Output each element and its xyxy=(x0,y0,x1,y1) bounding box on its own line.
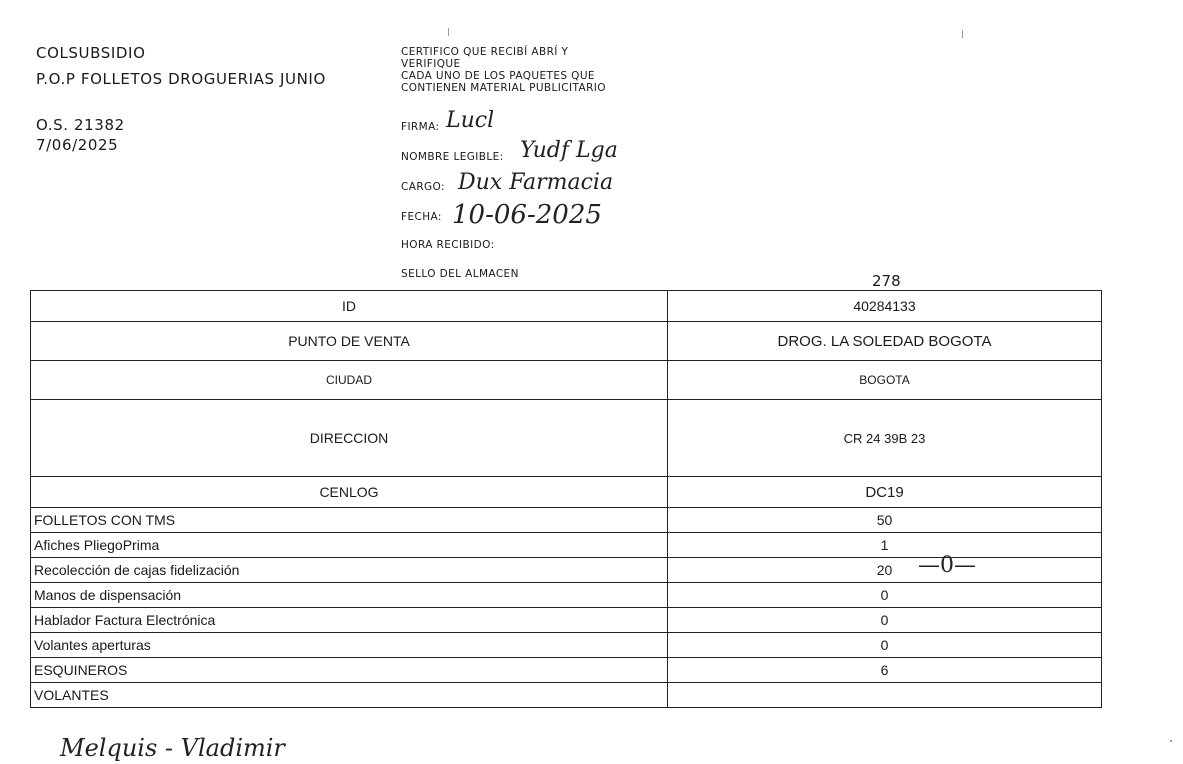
item-value: 50 xyxy=(668,508,1102,533)
table-row xyxy=(31,683,1102,708)
certificate-text xyxy=(401,46,606,94)
fecha-field xyxy=(401,211,442,223)
item-value: 0 xyxy=(668,608,1102,633)
table-row xyxy=(31,583,1102,608)
document-date: 7/06/2025 xyxy=(36,136,119,154)
table-row xyxy=(31,633,1102,658)
scan-speck xyxy=(1170,740,1172,742)
campaign-title: P.O.P FOLLETOS DROGUERIAS JUNIO xyxy=(36,70,326,88)
hora-label: HORA RECIBIDO: xyxy=(401,239,495,251)
firma-field xyxy=(401,121,439,133)
item-value: 1 xyxy=(668,533,1102,558)
id-label: ID xyxy=(31,291,668,322)
fecha-label: FECHA: xyxy=(401,211,442,223)
scan-speck xyxy=(448,28,449,36)
direccion-value: CR 24 39B 23 xyxy=(668,400,1102,477)
table-row xyxy=(31,291,1102,322)
direccion-label: DIRECCION xyxy=(31,400,668,477)
nombre-label: NOMBRE LEGIBLE: xyxy=(401,151,504,163)
fecha-handwriting: 10-06-2025 xyxy=(452,200,602,230)
cenlog-label: CENLOG xyxy=(31,477,668,508)
item-label: Afiches PliegoPrima xyxy=(31,533,668,558)
page-number: 278 xyxy=(872,272,901,290)
item-label: ESQUINEROS xyxy=(31,658,668,683)
table-row xyxy=(31,658,1102,683)
order-number: O.S. 21382 xyxy=(36,116,125,134)
cenlog-value: DC19 xyxy=(668,477,1102,508)
id-value: 40284133 xyxy=(668,291,1102,322)
table-row xyxy=(31,477,1102,508)
item-label: VOLANTES xyxy=(31,683,668,708)
item-value xyxy=(668,683,1102,708)
sello-field xyxy=(401,268,519,280)
table-row xyxy=(31,558,1102,583)
item-label: Hablador Factura Electrónica xyxy=(31,608,668,633)
item-value-cell xyxy=(668,553,1102,583)
delivery-table xyxy=(30,290,1102,708)
certificate-line: CONTIENEN MATERIAL PUBLICITARIO xyxy=(401,82,606,94)
punto-value: DROG. LA SOLEDAD BOGOTA xyxy=(668,322,1102,361)
item-label: Volantes aperturas xyxy=(31,633,668,658)
item-label: Recolección de cajas fidelización xyxy=(31,558,668,583)
cargo-label: CARGO: xyxy=(401,181,445,193)
table-row xyxy=(31,508,1102,533)
firma-signature: Lucl xyxy=(446,108,495,133)
cargo-handwriting: Dux Farmacia xyxy=(458,170,614,195)
item-value: 6 xyxy=(668,658,1102,683)
certificate-line: CADA UNO DE LOS PAQUETES QUE xyxy=(401,70,595,82)
item-value: 0 xyxy=(668,633,1102,658)
recoleccion-annotation: —0— xyxy=(918,553,976,578)
item-value: 0 xyxy=(668,583,1102,608)
ciudad-value: BOGOTA xyxy=(668,361,1102,400)
item-label: Manos de dispensación xyxy=(31,583,668,608)
table-row xyxy=(31,608,1102,633)
cargo-field xyxy=(401,181,445,193)
bottom-handwriting: Melquis - Vladimir xyxy=(60,734,285,762)
punto-label: PUNTO DE VENTA xyxy=(31,322,668,361)
nombre-handwriting: Yudf Lga xyxy=(520,138,618,163)
hora-field xyxy=(401,239,495,251)
table-row xyxy=(31,361,1102,400)
header-block xyxy=(36,40,326,158)
certificate-line: CERTIFICO QUE RECIBÍ ABRÍ Y xyxy=(401,46,569,58)
table-row xyxy=(31,400,1102,477)
scan-speck xyxy=(962,30,963,38)
firma-label: FIRMA: xyxy=(401,121,440,133)
certificate-line: VERIFIQUE xyxy=(401,58,461,70)
table-row xyxy=(31,322,1102,361)
ciudad-label: CIUDAD xyxy=(31,361,668,400)
nombre-field xyxy=(401,151,504,163)
sello-label: SELLO DEL ALMACEN xyxy=(401,268,519,280)
item-label: FOLLETOS CON TMS xyxy=(31,508,668,533)
item-value: 20 xyxy=(876,562,893,578)
company-name: COLSUBSIDIO xyxy=(36,44,146,62)
